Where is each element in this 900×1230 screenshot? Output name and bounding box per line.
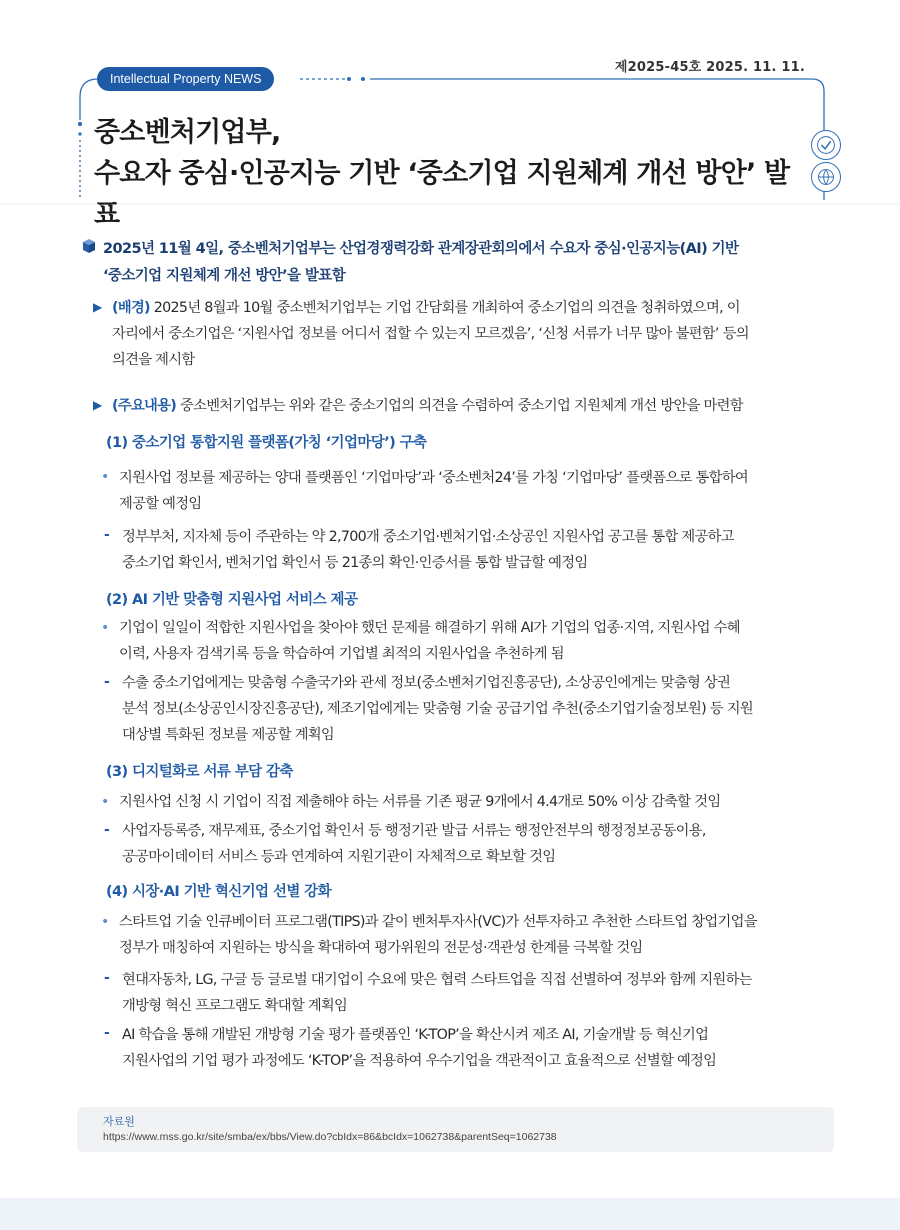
page-title: [94, 112, 814, 235]
bullet-line: 기업이 일일이 적합한 지원사업을 찾아야 했던 문제를 해결하기 위해 AI가 기업의 업종·지역, 지원사업 수혜: [119, 620, 740, 636]
title-line-1: 중소벤처기업부,: [94, 117, 281, 148]
section-dash-item: [122, 670, 832, 748]
dot-bullet-icon: •: [101, 620, 110, 636]
bullet-line: 제공할 예정임: [119, 496, 202, 512]
dash-line: 공공마이데이터 서비스 등과 연계하여 지원기관이 자체적으로 확보할 것임: [122, 849, 556, 865]
main-label: (주요내용): [112, 398, 177, 414]
lead-summary: [103, 236, 838, 290]
section-heading: (3) 디지털화로 서류 부담 감축: [106, 764, 293, 780]
source-box: [77, 1107, 834, 1152]
arrow-bullet-icon: ▶: [93, 398, 103, 412]
dash-bullet-icon: -: [104, 970, 110, 986]
bullet-line: 지원사업 정보를 제공하는 양대 플랫폼인 ‘기업마당’과 ‘중소벤처24’를 가칭 ‘기업마당’ 플랫폼으로 통합하여: [119, 470, 748, 486]
dash-line: 사업자등록증, 재무제표, 중소기업 확인서 등 행정기관 발급 서류는 행정안전부의 행정정보공동이용,: [122, 823, 706, 839]
dot-bullet-icon: •: [101, 469, 110, 485]
bullet-line: 스타트업 기술 인큐베이터 프로그램(TIPS)과 같이 벤처투자사(VC)가 선투자하고 추천한 스타트업 창업기업을: [119, 914, 757, 930]
lead-line-2: ‘중소기업 지원체계 개선 방안’을 발표함: [103, 268, 346, 284]
section-heading: (4) 시장·AI 기반 혁신기업 선별 강화: [106, 884, 331, 900]
dash-line: 지원사업의 기업 평가 과정에도 ‘K-TOP’을 적용하여 우수기업을 객관적이고 효율적으로 선별할 예정임: [122, 1053, 717, 1069]
dash-line: 개방형 혁신 프로그램도 확대할 계획임: [122, 998, 348, 1014]
arrow-bullet-icon: ▶: [93, 300, 103, 314]
dash-line: 수출 중소기업에게는 맞춤형 수출국가와 관세 정보(중소벤처기업진흥공단), 소상공인에게는 맞춤형 상권: [122, 675, 731, 691]
background-line-1: 2025년 8월과 10월 중소벤처기업부는 기업 간담회를 개최하여 중소기업의 의견을 청취하였으며, 이: [149, 300, 740, 316]
source-link[interactable]: https://www.mss.go.kr/site/smba/ex/bbs/View.do?cbIdx=86&bcIdx=1062738&parentSeq=1062738: [103, 1131, 557, 1143]
cube-bullet-icon: [82, 238, 96, 254]
dash-bullet-icon: -: [104, 822, 110, 838]
dash-bullet-icon: -: [104, 1025, 110, 1041]
section-heading: (2) AI 기반 맞춤형 지원사업 서비스 제공: [106, 592, 358, 608]
background-line-3: 의견을 제시함: [112, 352, 195, 368]
section-bullet: [119, 465, 831, 517]
source-label: 자료원: [103, 1115, 135, 1128]
issue-date: 제2025-45호 2025. 11. 11.: [614, 60, 805, 75]
footer-band: [0, 1198, 900, 1230]
dash-line: AI 학습을 통해 개발된 개방형 기술 평가 플랫폼인 ‘K-TOP’을 확산시켜 제조 AI, 기술개발 등 혁신기업: [122, 1027, 709, 1043]
main-paragraph: [112, 393, 834, 419]
section-dash-item: [122, 524, 832, 576]
background-label: (배경): [112, 300, 150, 316]
main-line-1: 중소벤처기업부는 위와 같은 중소기업의 의견을 수렴하여 중소기업 지원체계 개선 방안을 마련함: [176, 398, 743, 414]
bullet-line: 정부가 매칭하여 지원하는 방식을 확대하여 평가위원의 전문성·객관성 한계를 극복할 것임: [119, 940, 643, 956]
dash-line: 대상별 특화된 정보를 제공할 계획임: [122, 727, 335, 743]
dash-line: 중소기업 확인서, 벤처기업 확인서 등 21종의 확인·인증서를 통합 발급할 예정임: [122, 555, 588, 571]
section-bullet: [119, 615, 831, 667]
dash-line: 정부부처, 지자체 등이 주관하는 약 2,700개 중소기업·벤처기업·소상공인 지원사업 공고를 통합 제공하고: [122, 529, 734, 545]
patent-badge-icon: [811, 130, 841, 160]
bullet-line: 지원사업 신청 시 기업이 직접 제출해야 하는 서류를 기존 평균 9개에서 4.4개로 50% 이상 감축할 것임: [119, 794, 721, 810]
title-line-2: 수요자 중심·인공지능 기반 ‘중소기업 지원체계 개선 방안’ 발표: [94, 158, 790, 230]
section-dash-item: [122, 818, 832, 870]
lead-line-1: 2025년 11월 4일, 중소벤처기업부는 산업경쟁력강화 관계장관회의에서 수요자 중심·인공지능(AI) 기반: [103, 241, 739, 257]
section-dash-item: [122, 967, 832, 1019]
dash-bullet-icon: -: [104, 674, 110, 690]
section-bullet: [119, 909, 831, 961]
background-line-2: 자리에서 중소기업은 ‘지원사업 정보를 어디서 접할 수 있는지 모르겠음’, ‘신청 서류가 너무 많아 불편함’ 등의: [112, 326, 749, 342]
section-dash-item: [122, 1022, 832, 1074]
dash-bullet-icon: -: [104, 527, 110, 543]
bullet-line: 이력, 사용자 검색기록 등을 학습하여 기업별 최적의 지원사업을 추천하게 됨: [119, 646, 564, 662]
dash-line: 분석 정보(소상공인시장진흥공단), 제조기업에게는 맞춤형 기술 공급기업 추천(중소기업기술정보원) 등 지원: [122, 701, 753, 717]
newsletter-tag: Intellectual Property NEWS: [97, 67, 274, 91]
background-paragraph: [112, 295, 834, 373]
dash-line: 현대자동차, LG, 구글 등 글로벌 대기업이 수요에 맞은 협력 스타트업을 직접 선별하여 정부와 함께 지원하는: [122, 972, 752, 988]
globe-badge-icon: [811, 162, 841, 192]
dot-bullet-icon: •: [101, 914, 110, 930]
section-bullet: [119, 789, 831, 815]
section-heading: (1) 중소기업 통합지원 플랫폼(가칭 ‘기업마당’) 구축: [106, 435, 427, 451]
dot-bullet-icon: •: [101, 794, 110, 810]
